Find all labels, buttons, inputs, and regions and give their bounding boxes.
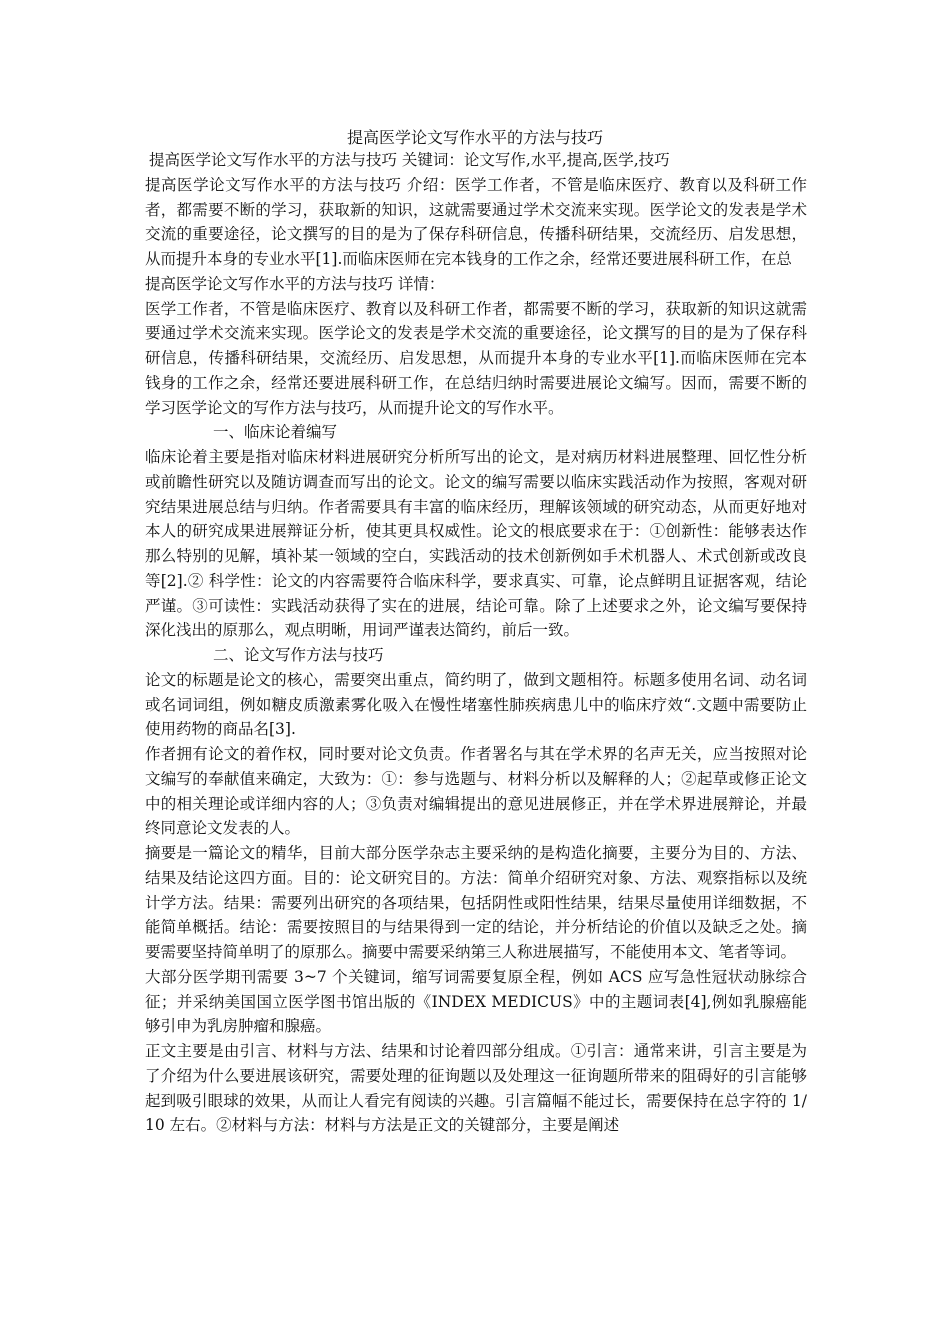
body-paragraph: 正文主要是由引言、材料与方法、结果和讨论着四部分组成。①引言：通常来讲，引言主要是为了介绍为什么要进展该研究，需要处理的征询题以及处理这一征询题所带来的阻碍好的引言能够起到吸引眼球的效果，从而让人看完有阅读的兴趣。引言篇幅不能过长，需要保持在总字符的 1/10 左右。②材料与方法：材料与方法是正文的关键部分，主要是阐述 — [145, 1042, 807, 1135]
document-title: 提高医学论文写作水平的方法与技巧 — [346, 128, 603, 147]
keywords-line: 提高医学论文写作水平的方法与技巧 关键词：论文写作,水平,提高,医学,技巧 — [149, 151, 670, 169]
section-heading-2: 二、论文写作方法与技巧 — [213, 646, 384, 664]
document-body — [145, 148, 807, 1138]
body-paragraph: 摘要是一篇论文的精华，目前大部分医学杂志主要采纳的是构造化摘要，主要分为目的、方法、结果及结论这四方面。目的：论文研究目的。方法：简单介绍研究对象、方法、观察指标以及统计学方法。结果：需要列出研究的各项结果，包括阴性或阳性结果，结果尽量使用详细数据，不能简单概括。结论：需要按照目的与结果得到一定的结论，并分析结论的价值以及缺乏之处。摘要需要坚持简单明了的原那么。摘要中需要采纳第三人称进展描写，不能使用本文、笔者等词。 — [145, 844, 807, 961]
details-label: 提高医学论文写作水平的方法与技巧 详情： — [145, 274, 445, 293]
body-paragraph: 论文的标题是论文的核心，需要突出重点，简约明了，做到文题相符。标题多使用名词、动名词或名词词组，例如糖皮质激素雾化吸入在慢性堵塞性肺疾病患儿中的临床疗效“.文题中需要防止使用药物的商品名[3]. — [145, 670, 807, 739]
body-paragraph: 临床论着主要是指对临床材料进展研究分析所写出的论文，是对病历材料进展整理、回忆性分析或前瞻性研究以及随访调查而写出的论文。论文的编写需要以临床实践活动作为按照，客观对研究结果进展总结与归纳。作者需要具有丰富的临床经历，理解该领域的研究动态，从而更好地对本人的研究成果进展辩证分析，使其更具权威性。论文的根底要求在于：①创新性：能够表达作那么特别的见解，填补某一领域的空白，实践活动的技术创新例如手术机器人、术式创新或改良等[2].② 科学性：论文的内容需要符合临床科学，要求真实、可靠，论点鲜明且证据客观，结论严谨。③可读性：实践活动获得了实在的进展，结论可靠。除了上述要求之外，论文编写要保持深化浅出的原那么，观点明晰，用词严谨表达简约，前后一致。 — [145, 448, 807, 640]
body-paragraph: 医学工作者，不管是临床医疗、教育以及科研工作者，都需要不断的学习，获取新的知识这就需要通过学术交流来实现。医学论文的发表是学术交流的重要途径，论文撰写的目的是为了保存科研信息，传播科研结果，交流经历、启发思想，从而提升本身的专业水平[1].而临床医师在完本钱身的工作之余，经常还要进展科研工作，在总结归纳时需要进展论文编写。因而，需要不断的学习医学论文的写作方法与技巧，从而提升论文的写作水平。 — [145, 299, 807, 417]
body-paragraph: 大部分医学期刊需要 3~7 个关键词，缩写词需要复原全程，例如 ACS 应写急性冠状动脉综合征；并采纳美国国立医学图书馆出版的《INDEX MEDICUS》中的主题词表[4],例如乳腺癌能够引申为乳房肿瘤和腺癌。 — [145, 967, 807, 1036]
section-heading-1: 一、临床论着编写 — [213, 423, 338, 442]
intro-paragraph: 提高医学论文写作水平的方法与技巧 介绍：医学工作者，不管是临床医疗、教育以及科研工作者，都需要不断的学习，获取新的知识，这就需要通过学术交流来实现。医学论文的发表是学术交流的重要途径，论文撰写的目的是为了保存科研信息，传播科研结果，交流经历、启发思想，从而提升本身的专业水平[1].而临床医师在完本钱身的工作之余，经常还要进展科研工作，在总 — [145, 175, 807, 268]
body-paragraph: 作者拥有论文的着作权，同时要对论文负责。作者署名与其在学术界的名声无关，应当按照对论文编写的奉献值来确定，大致为：①：参与选题与、材料分析以及解释的人；②起草或修正论文中的相关理论或详细内容的人；③负责对编辑提出的意见进展修正，并在学术界进展辩论，并最终同意论文发表的人。 — [145, 745, 807, 838]
